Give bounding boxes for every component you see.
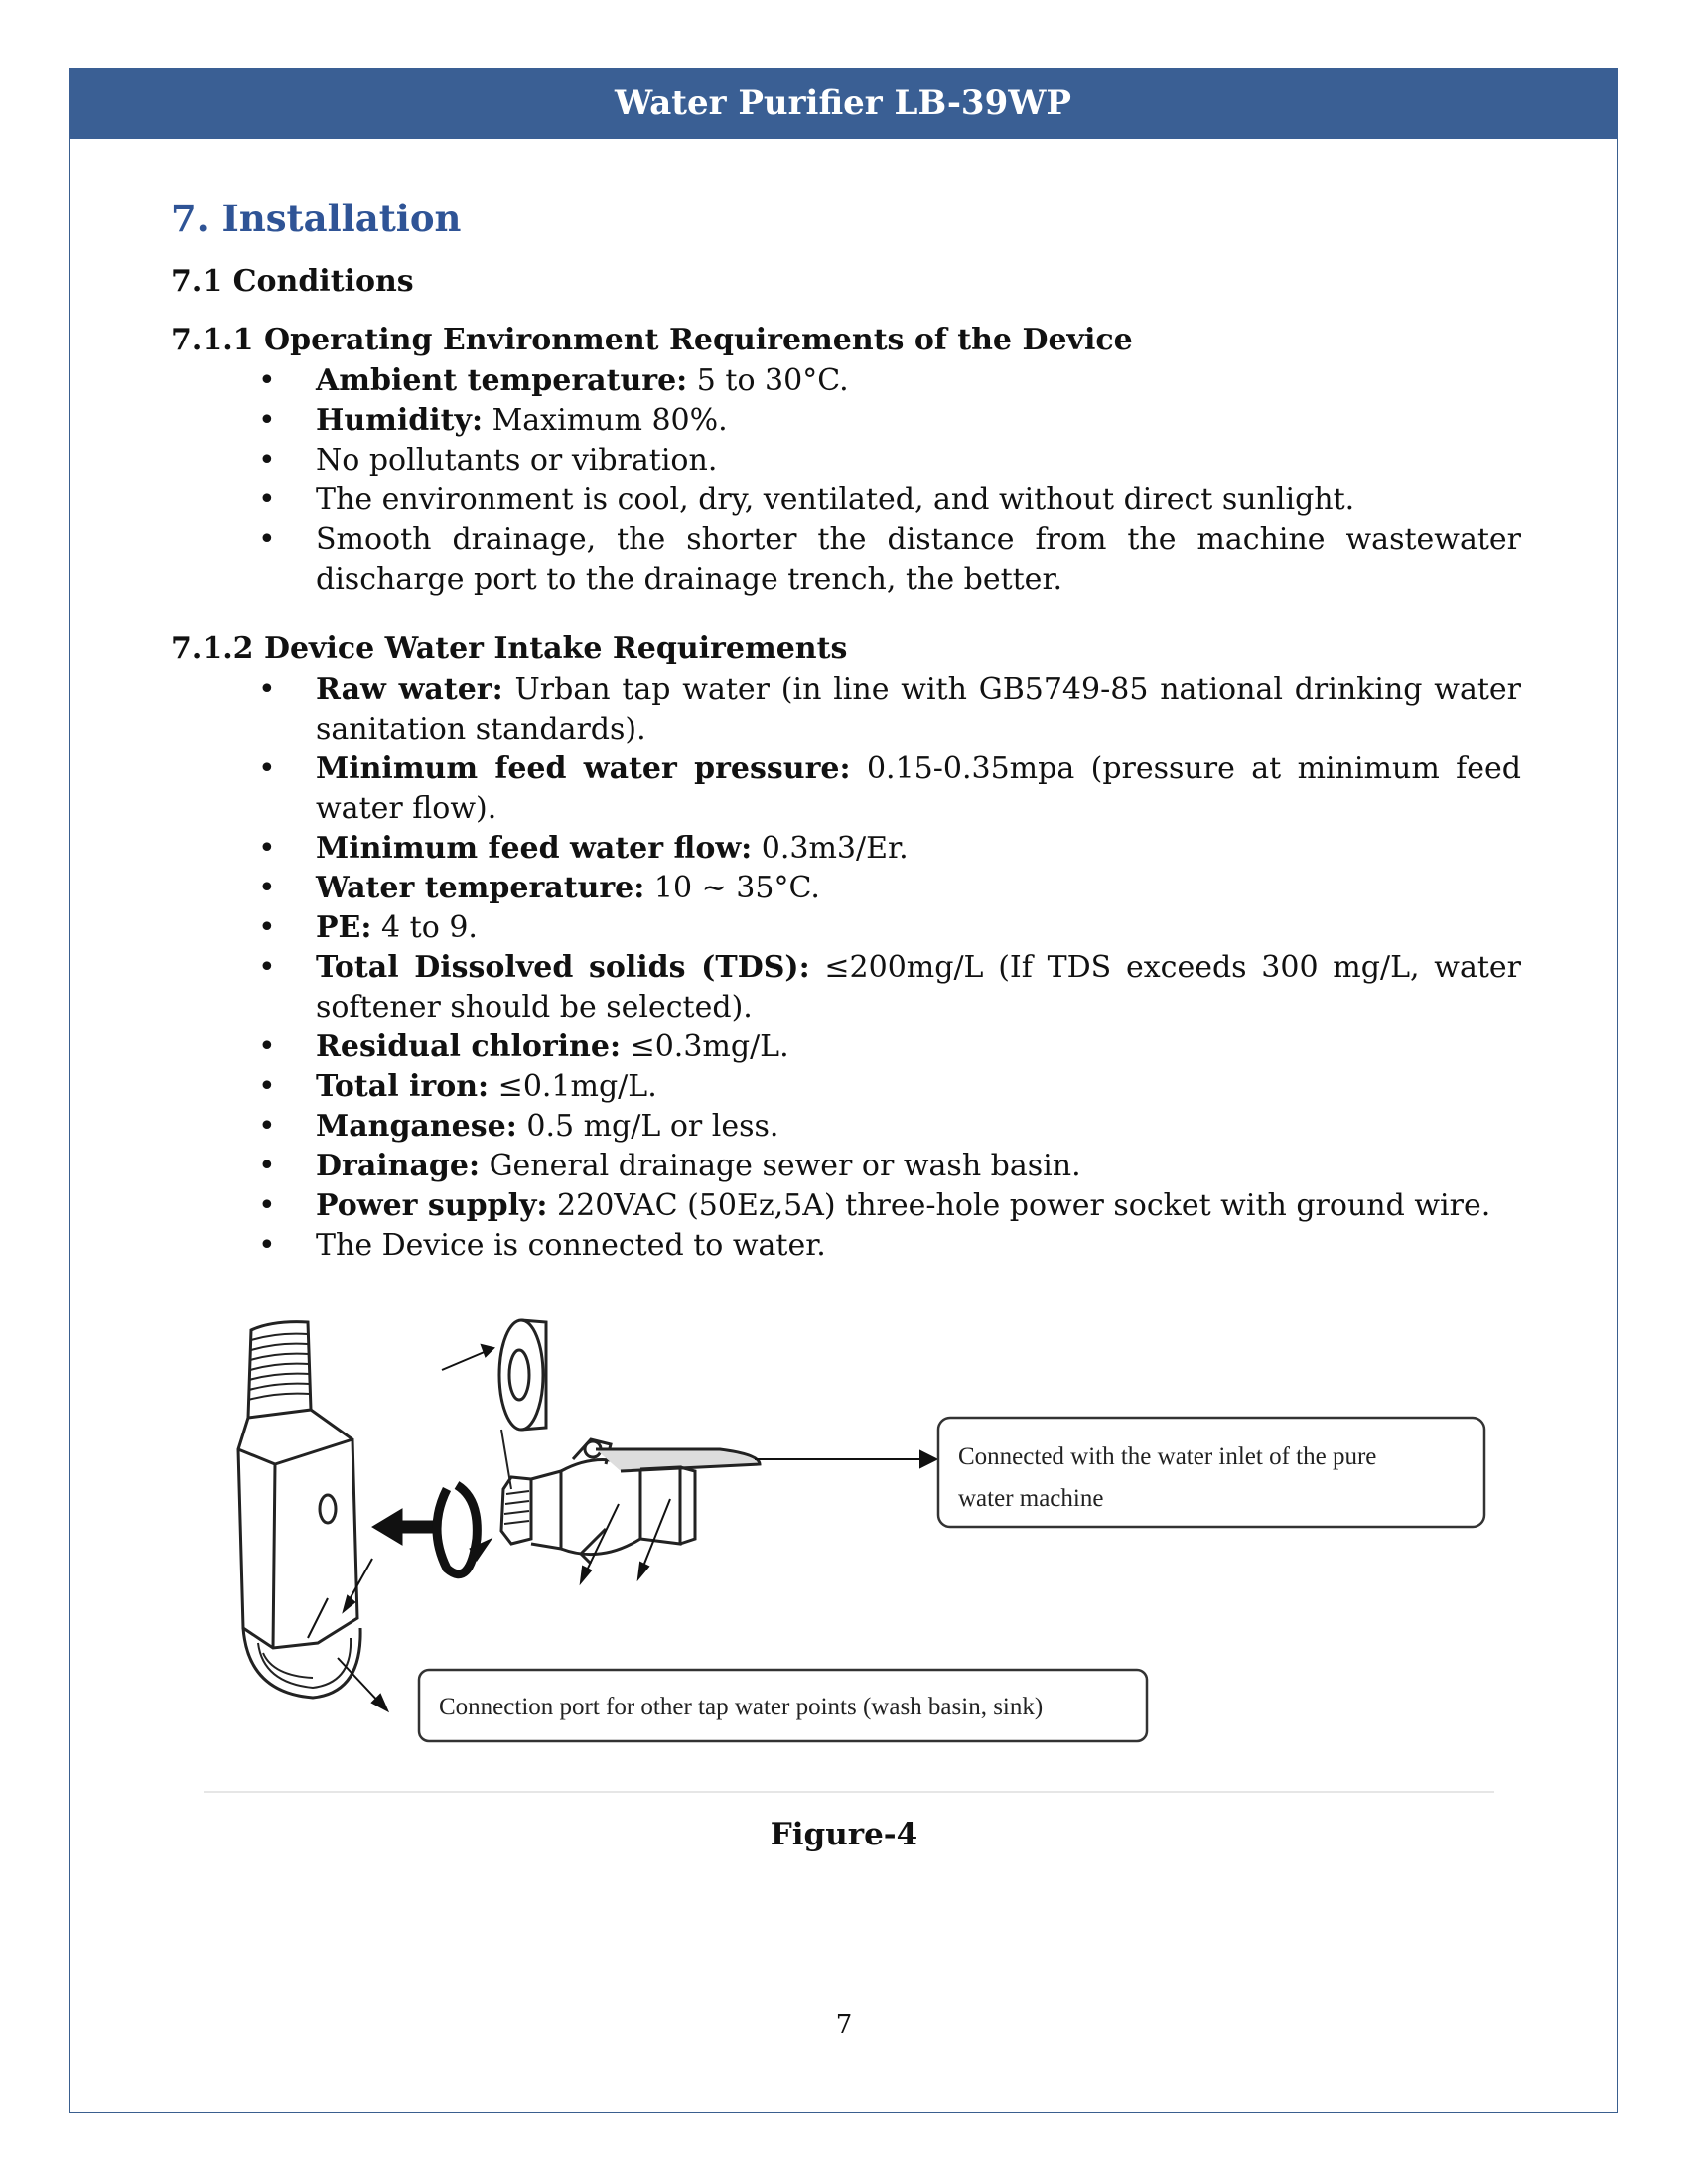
item-text: The Device is connected to water. (316, 1228, 826, 1263)
item-text: 0.3m3/Er. (752, 831, 909, 866)
item-text: 4 to 9. (371, 910, 478, 945)
item-label: Manganese: (316, 1109, 517, 1144)
item-text: ≤200mg/L (If TDS exceeds 300 mg/L, water softener should be selected). (316, 950, 1521, 1024)
item-label: Drainage: (316, 1149, 481, 1183)
list-item (316, 869, 1521, 908)
env-requirements-list (171, 361, 1521, 600)
item-label: Humidity: (316, 403, 484, 438)
page-content (171, 197, 1521, 1297)
list-item (316, 520, 1521, 600)
list-item (316, 441, 1521, 480)
item-text: ≤0.3mg/L. (621, 1029, 789, 1064)
item-text: General drainage sewer or wash basin. (480, 1149, 1081, 1183)
list-item (316, 1027, 1521, 1067)
tape-roll-drawing (499, 1320, 546, 1489)
item-text: 220VAC (50Ez,5A) three-hole power socket with ground wire. (547, 1188, 1491, 1223)
item-text: 0.15-0.35mpa (pressure at minimum feed water flow). (316, 751, 1521, 826)
intake-requirements-list (171, 670, 1521, 1266)
item-text: 10 ~ 35°C. (644, 871, 820, 905)
list-item (316, 1186, 1521, 1226)
list-item (316, 1067, 1521, 1107)
item-label: Minimum feed water pressure: (316, 751, 851, 786)
page-number: 7 (835, 2010, 853, 2040)
item-label: PE: (316, 910, 372, 945)
list-item (316, 361, 1521, 401)
item-label: Ambient temperature: (316, 363, 688, 398)
item-text: No pollutants or vibration. (316, 443, 718, 478)
insert-arrow-icon (372, 1485, 492, 1574)
subsection-title: 7.1 Conditions (171, 264, 414, 299)
item-text: The environment is cool, dry, ventilated, and without direct sunlight. (316, 482, 1355, 517)
callout-port-text: Connection port for other tap water points (wash basin, sink) (439, 1694, 1044, 1720)
item-label: Raw water: (316, 672, 503, 707)
list-item (316, 750, 1521, 829)
item-text: ≤0.1mg/L. (489, 1069, 657, 1104)
list-item (316, 1226, 1521, 1266)
item-text: Maximum 80%. (483, 403, 728, 438)
list-item (316, 948, 1521, 1027)
callout-inlet-line1: Connected with the water inlet of the pure (958, 1443, 1377, 1470)
page-header: Water Purifier LB-39WP (69, 68, 1618, 139)
item-label: Total Dissolved solids (TDS): (316, 950, 810, 985)
item-label: Residual chlorine: (316, 1029, 622, 1064)
list-item (316, 401, 1521, 441)
item-label: Power supply: (316, 1188, 548, 1223)
figure-caption: Figure-4 (770, 1817, 918, 1852)
env-requirements-title: 7.1.1 Operating Environment Requirements of the Device (171, 323, 1133, 357)
item-text: 5 to 30°C. (687, 363, 849, 398)
tee-fitting-drawing (238, 1322, 360, 1698)
list-item (316, 1147, 1521, 1186)
section-title: 7. Installation (171, 197, 462, 240)
item-label: Minimum feed water flow: (316, 831, 753, 866)
item-text: Smooth drainage, the shorter the distance from the machine wastewater discharge port to the drainage trench, the better. (316, 522, 1521, 597)
intake-requirements-title: 7.1.2 Device Water Intake Requirements (171, 631, 848, 666)
installation-diagram (204, 1300, 1494, 1797)
list-item (316, 670, 1521, 750)
list-item (316, 1107, 1521, 1147)
list-item (316, 829, 1521, 869)
callout-inlet-line2: water machine (958, 1485, 1104, 1512)
item-label: Water temperature: (316, 871, 645, 905)
list-item (316, 480, 1521, 520)
list-item (316, 908, 1521, 948)
item-label: Total iron: (316, 1069, 490, 1104)
item-text: 0.5 mg/L or less. (516, 1109, 779, 1144)
item-text: Urban tap water (in line with GB5749-85 national drinking water sanitation standards). (316, 672, 1521, 747)
ball-valve-drawing (501, 1439, 760, 1564)
